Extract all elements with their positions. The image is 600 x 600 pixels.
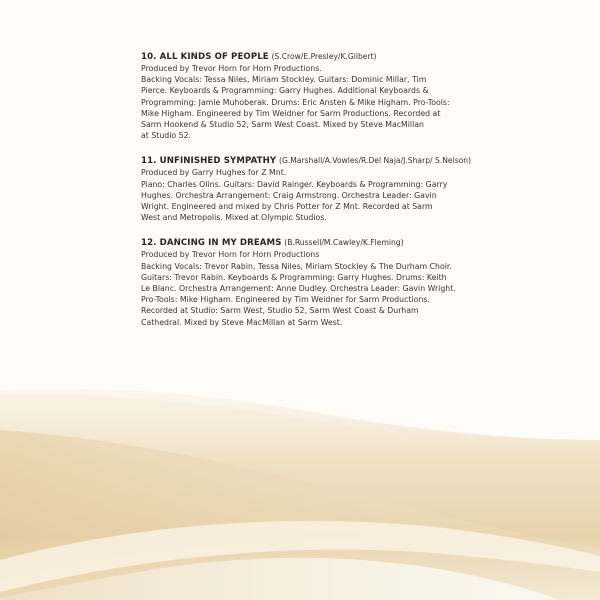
credit-line: Produced by Trevor Horn for Horn Productions. [141, 64, 322, 73]
track-credit-12 [141, 237, 461, 327]
credit-line: Produced by Garry Hughes for Z Mnt. [141, 168, 287, 178]
credit-line: Wright. Engineered and mixed by Chris Potter for Z Mnt. Recorded at Sarm [141, 202, 433, 212]
track-heading [141, 155, 472, 167]
track-heading [141, 51, 461, 63]
credit-line: at Studio 52. [141, 131, 192, 141]
credit-line: Produced by Trevor Horn for Horn Productions [141, 250, 320, 260]
track-heading [141, 237, 461, 249]
credit-line: Backing Vocals: Tessa Niles, Miriam Stockley. Guitars: Dominic Millar, Tim [141, 75, 427, 85]
track-title: 11. UNFINISHED SYMPATHY [141, 156, 277, 167]
track-writers: (G.Marshall/A.Vowles/R.Del Naja/J.Sharp/ S.Nelson) [279, 156, 472, 166]
credit-line: Backing Vocals: Trevor Rabin, Tessa Niles, Miriam Stockley & The Durham Choir. [141, 261, 452, 271]
credit-line: Hughes. Orchestra Arrangement: Craig Armstrong. Orchestra Leader: Gavin [141, 190, 437, 200]
credit-line: Sarm Hookend & Studio 52, Sarm West Coast. Mixed by Steve MacMillan [141, 120, 424, 130]
track-credit-10 [141, 51, 461, 141]
track-title: 12. DANCING IN MY DREAMS [141, 238, 282, 249]
credit-line: Recorded at Studio: Sarm West, Studio 52, Sarm West Coast & Durham [141, 306, 419, 316]
credit-line: Pierce. Keyboards & Programming: Garry Hughes. Additional Keyboards & [141, 86, 429, 96]
track-credits [141, 51, 472, 342]
credit-line: Programming: Jamie Muhoberak. Drums: Eric Ansten & Mike Higham. Pro-Tools: [141, 97, 450, 107]
credit-line: Pro-Tools: Mike Higham. Engineered by Tim Weidner for Sarm Productions. [141, 295, 430, 305]
track-credit-11 [141, 155, 472, 223]
credit-line: Cathedral. Mixed by Steve MacMillan at Sarm West. [141, 317, 343, 327]
credit-line: West and Metropolis. Mixed at Olympic Studios. [141, 213, 327, 223]
credit-line: Piano: Charles Olins. Guitars: David Rainger. Keyboards & Programming: Garry [141, 179, 448, 189]
credit-line: Mike Higham. Engineered by Tim Weidner for Sarm Productions. Recorded at [141, 108, 441, 118]
track-title: 10. ALL KINDS OF PEOPLE [141, 52, 269, 62]
credit-line: Guitars: Trevor Rabin. Keyboards & Programming: Garry Hughes. Drums: Keith [141, 272, 447, 282]
track-writers: (B.Russell/M.Cawley/K.Fleming) [284, 238, 404, 248]
track-writers: (S.Crow/E.Presley/K.Gilbert) [271, 52, 377, 61]
credit-line: Le Blanc. Orchestra Arrangement: Anne Dudley. Orchestra Leader: Gavin Wright. [141, 284, 456, 294]
